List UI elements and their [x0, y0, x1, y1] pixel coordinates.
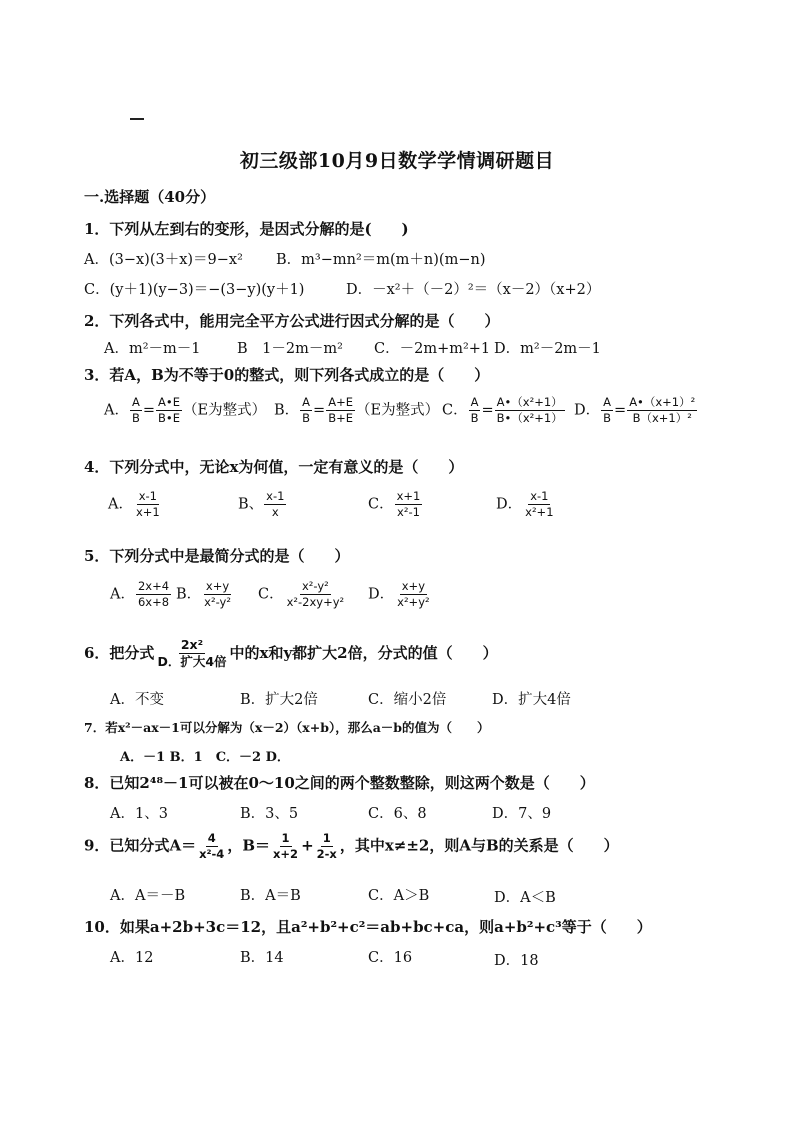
q2-option-d: D．m²－2m－1 — [494, 341, 601, 357]
numerator: 4 — [206, 832, 218, 847]
denominator: x+2 — [273, 847, 299, 862]
q5-option-b — [176, 580, 234, 609]
denominator: x — [271, 505, 279, 520]
q3-c-fraction-2 — [495, 396, 565, 425]
denominator: x²+y² — [397, 595, 430, 610]
numerator: x+1 — [395, 490, 423, 505]
numerator: A — [130, 396, 142, 411]
numerator: 2x+4 — [136, 580, 171, 595]
q10-option-d: D．18 — [494, 953, 539, 969]
denominator: B+E — [328, 411, 353, 426]
q3-a-fraction-1 — [130, 396, 142, 425]
q10-option-a: A．12 — [110, 950, 154, 966]
q6-fraction — [155, 638, 228, 670]
q2-option-c: C．－2m+m²+1 — [374, 341, 491, 357]
q9-option-a: A．A＝－B — [110, 888, 186, 904]
denominator: x²-1 — [397, 505, 420, 520]
numerator: A — [300, 396, 312, 411]
question-5: 5．下列分式中是最简分式的是（ ） — [84, 547, 350, 565]
question-3: 3．若A，B为不等于0的整式，则下列各式成立的是（ ） — [84, 366, 490, 384]
question-8: 8．已知2⁴⁸－1可以被在0～10之间的两个整数整除，则这两个数是（ ） — [84, 774, 595, 792]
q5-a-fraction — [136, 580, 171, 609]
numerator: A•（x²+1） — [495, 396, 565, 411]
option-label: C． — [258, 586, 284, 603]
option-label: A． — [108, 496, 133, 513]
q3-option-c: C． $\frac{A}{B}$ = $\frac{\text{A•（x²+1）}}{\text{B•（x²+1）}}$ — [442, 395, 563, 426]
option-label: B． — [176, 586, 202, 603]
denominator: B — [131, 411, 140, 426]
q3-d-fraction-1 — [601, 396, 613, 425]
q9-prefix: 9．已知分式A＝ — [84, 836, 197, 855]
q7-options: A．－1 B．1 C．－2 D． — [120, 750, 290, 765]
q3-option-d: D． $\frac{A}{B}$ = $\frac{\text{A•（x+1）²}}{\text{B（x+1）²}}$ — [574, 395, 696, 426]
q9-fraction-b2 — [315, 832, 339, 861]
denominator: B — [470, 411, 479, 426]
q8-option-a: A．1、3 — [110, 806, 168, 822]
q4-option-a — [108, 490, 163, 519]
q4-option-d — [496, 490, 557, 519]
option-label: D． — [368, 586, 395, 603]
q1-option-c: C．(y＋1)(y−3)＝−(3−y)(y＋1) — [84, 282, 305, 298]
numerator: x-1 — [264, 490, 286, 505]
q3-b-note: （E为整式） — [356, 402, 440, 419]
q6-suffix: 中的x和y都扩大2倍，分式的值（ ） — [229, 643, 498, 662]
q4-c-fraction — [395, 490, 423, 519]
q10-option-b: B．14 — [240, 950, 284, 966]
q9-middle: ，B＝ — [227, 836, 270, 855]
numerator: x-1 — [528, 490, 550, 505]
numerator: x²-y² — [300, 580, 331, 595]
q2-option-a: A．m²－m－1 — [104, 341, 201, 357]
q5-option-c — [258, 580, 347, 609]
q8-option-c: C．6、8 — [368, 806, 427, 822]
denominator: 6x+8 — [137, 595, 170, 610]
q1-option-d: D．－x²＋（－2）²＝（x－2）（x+2） — [346, 282, 601, 298]
q4-a-fraction — [134, 490, 162, 519]
numerator: 2x² — [179, 638, 205, 654]
numerator: A — [601, 396, 613, 411]
q3-c-label: C． — [442, 402, 468, 419]
numerator: 1 — [321, 832, 333, 847]
denominator: 2-x — [316, 847, 337, 862]
numerator: A•（x+1）² — [627, 396, 697, 411]
q5-option-a — [110, 580, 172, 609]
corner-dash — [130, 118, 144, 120]
q9-option-d: D．A＜B — [494, 890, 556, 906]
numerator: x+y — [400, 580, 427, 595]
q6-prefix: 6．把分式 — [84, 643, 155, 662]
option-label: C． — [368, 496, 394, 513]
q8-option-d: D．7、9 — [492, 806, 552, 822]
denominator: x²-y² — [204, 595, 231, 610]
q3-d-label: D． — [574, 402, 601, 419]
numerator: x+y — [204, 580, 231, 595]
q9-plus: + — [301, 836, 314, 855]
question-6 — [84, 638, 498, 670]
question-9 — [84, 832, 619, 861]
q3-a-fraction-2 — [156, 396, 182, 425]
q9-suffix: ，其中x≠±2，则A与B的关系是（ ） — [339, 836, 619, 855]
section-heading: 一.选择题（40分） — [84, 188, 216, 206]
q3-a-note: （E为整式） — [182, 402, 267, 419]
q3-b-fraction-1 — [300, 396, 312, 425]
page-title: 初三级部10月9日数学学情调研题目 — [239, 150, 555, 172]
q3-c-fraction-1 — [469, 396, 481, 425]
question-2: 2．下列各式中，能用完全平方公式进行因式分解的是（ ） — [84, 312, 500, 330]
q4-b-fraction — [264, 490, 286, 519]
numerator: A•E — [156, 396, 182, 411]
option-label: D． — [496, 496, 523, 513]
q9-option-b: B．A＝B — [240, 888, 301, 904]
q9-option-c: C．A＞B — [368, 888, 430, 904]
q4-d-fraction — [523, 490, 555, 519]
denominator: D．扩大4倍 — [157, 654, 227, 670]
q3-a-label: A． — [104, 402, 129, 419]
denominator: B（x+1）² — [632, 411, 692, 426]
question-7: 7．若x²－ax－1可以分解为（x－2）（x+b），那么a－b的值为（ ） — [84, 720, 490, 735]
q9-fraction-b1 — [271, 832, 300, 861]
denominator: B•E — [158, 411, 180, 426]
numerator: 1 — [280, 832, 292, 847]
q5-option-d — [368, 580, 433, 609]
q4-option-b — [238, 490, 287, 519]
option-label: B、 — [238, 496, 264, 513]
denominator: B•（x²+1） — [496, 411, 563, 426]
question-10: 10．如果a+2b+3c＝12，且a²+b²+c²＝ab+bc+ca，则a+b²+c³等于（ ） — [84, 918, 652, 936]
q9-fraction-a — [197, 832, 226, 861]
question-1: 1．下列从左到右的变形，是因式分解的是( ) — [84, 220, 409, 238]
numerator: A — [469, 396, 481, 411]
q6-option-b: B．扩大2倍 — [240, 692, 318, 708]
denominator: x+1 — [135, 505, 160, 520]
q10-option-c: C．16 — [368, 950, 413, 966]
numerator: A+E — [326, 396, 355, 411]
q5-c-fraction — [285, 580, 347, 609]
q3-d-fraction-2 — [627, 396, 697, 425]
q8-option-b: B．3、5 — [240, 806, 299, 822]
q1-option-b: B．m³−mn²＝m(m＋n)(m−n) — [276, 252, 486, 268]
q6-option-c: C．缩小2倍 — [368, 692, 447, 708]
denominator: B — [603, 411, 612, 426]
question-4: 4．下列分式中，无论x为何值，一定有意义的是（ ） — [84, 458, 464, 476]
denominator: x²-2xy+y² — [286, 595, 345, 610]
q2-option-b: B 1－2m－m² — [237, 341, 343, 357]
q3-option-b: B． $\frac{A}{B}$ = $\frac{A+E}{B+E}$ （E为整式） — [274, 395, 440, 426]
denominator: B — [302, 411, 311, 426]
q4-option-c — [368, 490, 423, 519]
q5-d-fraction — [395, 580, 431, 609]
q6-option-a: A．不变 — [110, 692, 164, 708]
denominator: x²+1 — [525, 505, 554, 520]
q1-option-a: A．(3−x)(3＋x)＝9−x² — [84, 252, 243, 268]
q5-b-fraction — [202, 580, 233, 609]
denominator: x²-4 — [199, 847, 225, 862]
q3-option-a: A． $\frac{A}{B}$ = $\frac{A•E}{B•E}$ （E为整式） — [104, 395, 267, 426]
numerator: x-1 — [137, 490, 159, 505]
q3-b-fraction-2 — [326, 396, 355, 425]
q6-option-d: D．扩大4倍 — [492, 692, 571, 708]
q3-b-label: B． — [274, 402, 300, 419]
option-label: A． — [110, 586, 135, 603]
